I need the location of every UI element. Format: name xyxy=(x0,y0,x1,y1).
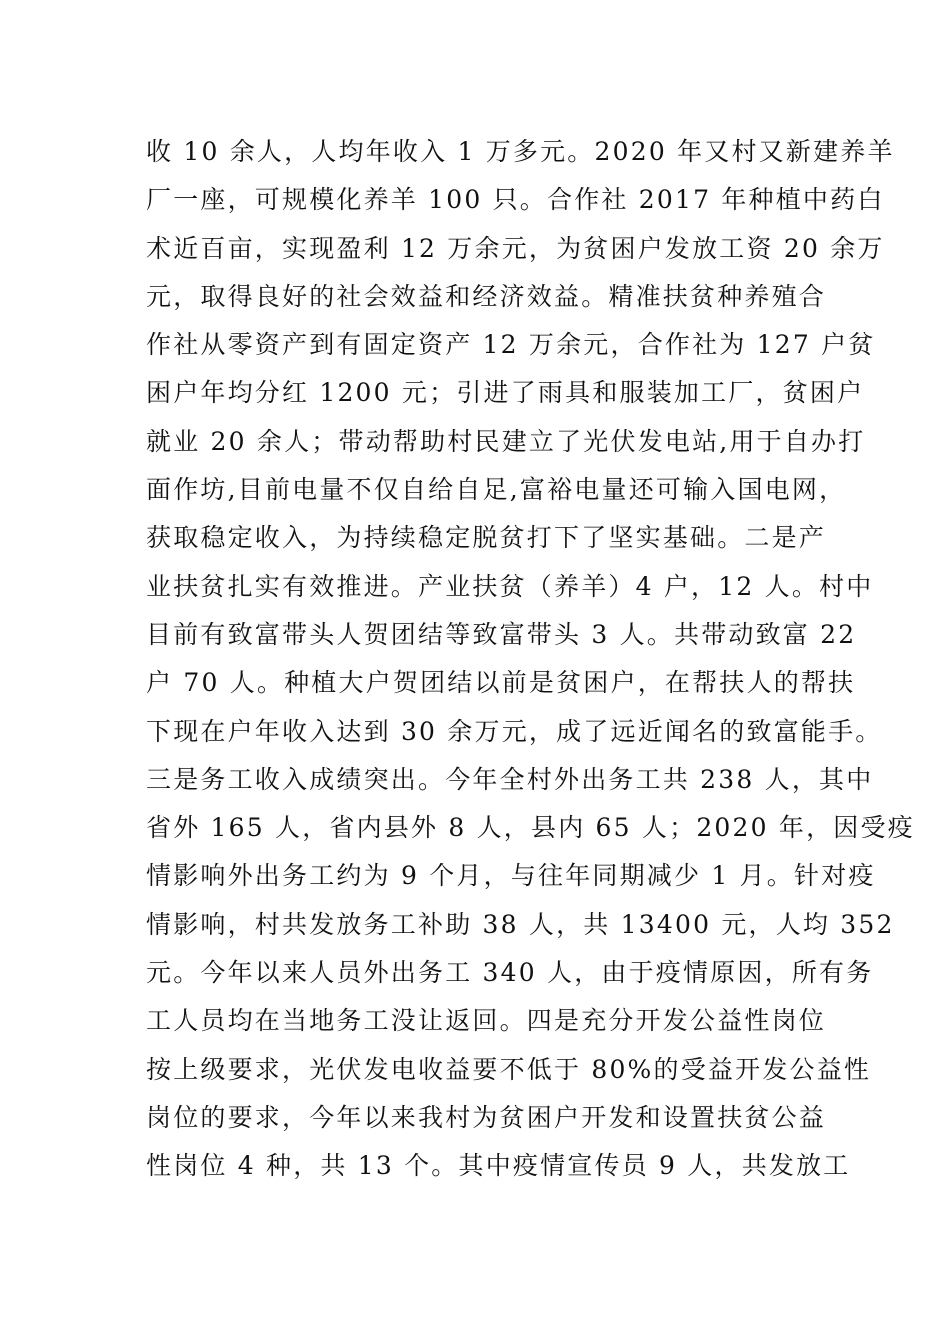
text-line: 业扶贫扎实有效推进。产业扶贫（养羊）4 户，12 人。村中 xyxy=(146,571,874,601)
text-line: 性岗位 4 种，共 13 个。其中疫情宣传员 9 人，共发放工 xyxy=(146,1151,851,1181)
text-line: 获取稳定收入，为持续稳定脱贫打下了坚实基础。二是产 xyxy=(146,523,827,553)
text-line: 情影响外出务工约为 9 个月，与往年同期减少 1 月。针对疫 xyxy=(146,861,876,891)
text-line: 目前有致富带头人贺团结等致富带头 3 人。共带动致富 22 xyxy=(146,619,857,649)
body-text xyxy=(146,128,915,1191)
text-line: 术近百亩，实现盈利 12 万余元，为贫困户发放工资 20 余万 xyxy=(146,233,885,263)
text-line: 面作坊,目前电量不仅自给自足,富裕电量还可输入国电网， xyxy=(146,475,847,505)
text-line: 岗位的要求，今年以来我村为贫困户开发和设置扶贫公益 xyxy=(146,1102,827,1132)
text-line: 三是务工收入成绩突出。今年全村外出务工共 238 人，其中 xyxy=(146,764,874,794)
text-line: 户 70 人。种植大户贺团结以前是贫困户，在帮扶人的帮扶 xyxy=(146,668,856,698)
text-line: 按上级要求，光伏发电收益要不低于 80%的受益开发公益性 xyxy=(146,1054,872,1084)
text-line: 收 10 余人，人均年收入 1 万多元。2020 年又村又新建养羊 xyxy=(146,137,895,166)
text-line: 省外 165 人，省内县外 8 人，县内 65 人；2020 年，因受疫 xyxy=(146,813,915,843)
text-line: 情影响，村共发放务工补助 38 人，共 13400 元，人均 352 xyxy=(146,909,895,939)
text-line: 困户年均分红 1200 元；引进了雨具和服装加工厂，贫困户 xyxy=(146,378,865,408)
text-line: 元。今年以来人员外出务工 340 人，由于疫情原因，所有务 xyxy=(146,958,874,988)
text-line: 作社从零资产到有固定资产 12 万余元，合作社为 127 户贫 xyxy=(146,330,876,360)
text-line: 工人员均在当地务工没让返回。四是充分开发公益性岗位 xyxy=(146,1006,827,1036)
text-line: 就业 20 余人；带动帮助村民建立了光伏发电站,用于自办打 xyxy=(146,426,866,456)
text-line: 下现在户年收入达到 30 余万元，成了远近闻名的致富能手。 xyxy=(146,716,883,746)
text-line: 元，取得良好的社会效益和经济效益。精准扶贫种养殖合 xyxy=(146,281,827,311)
text-line: 厂一座，可规模化养羊 100 只。合作社 2017 年种植中药白 xyxy=(146,185,885,215)
